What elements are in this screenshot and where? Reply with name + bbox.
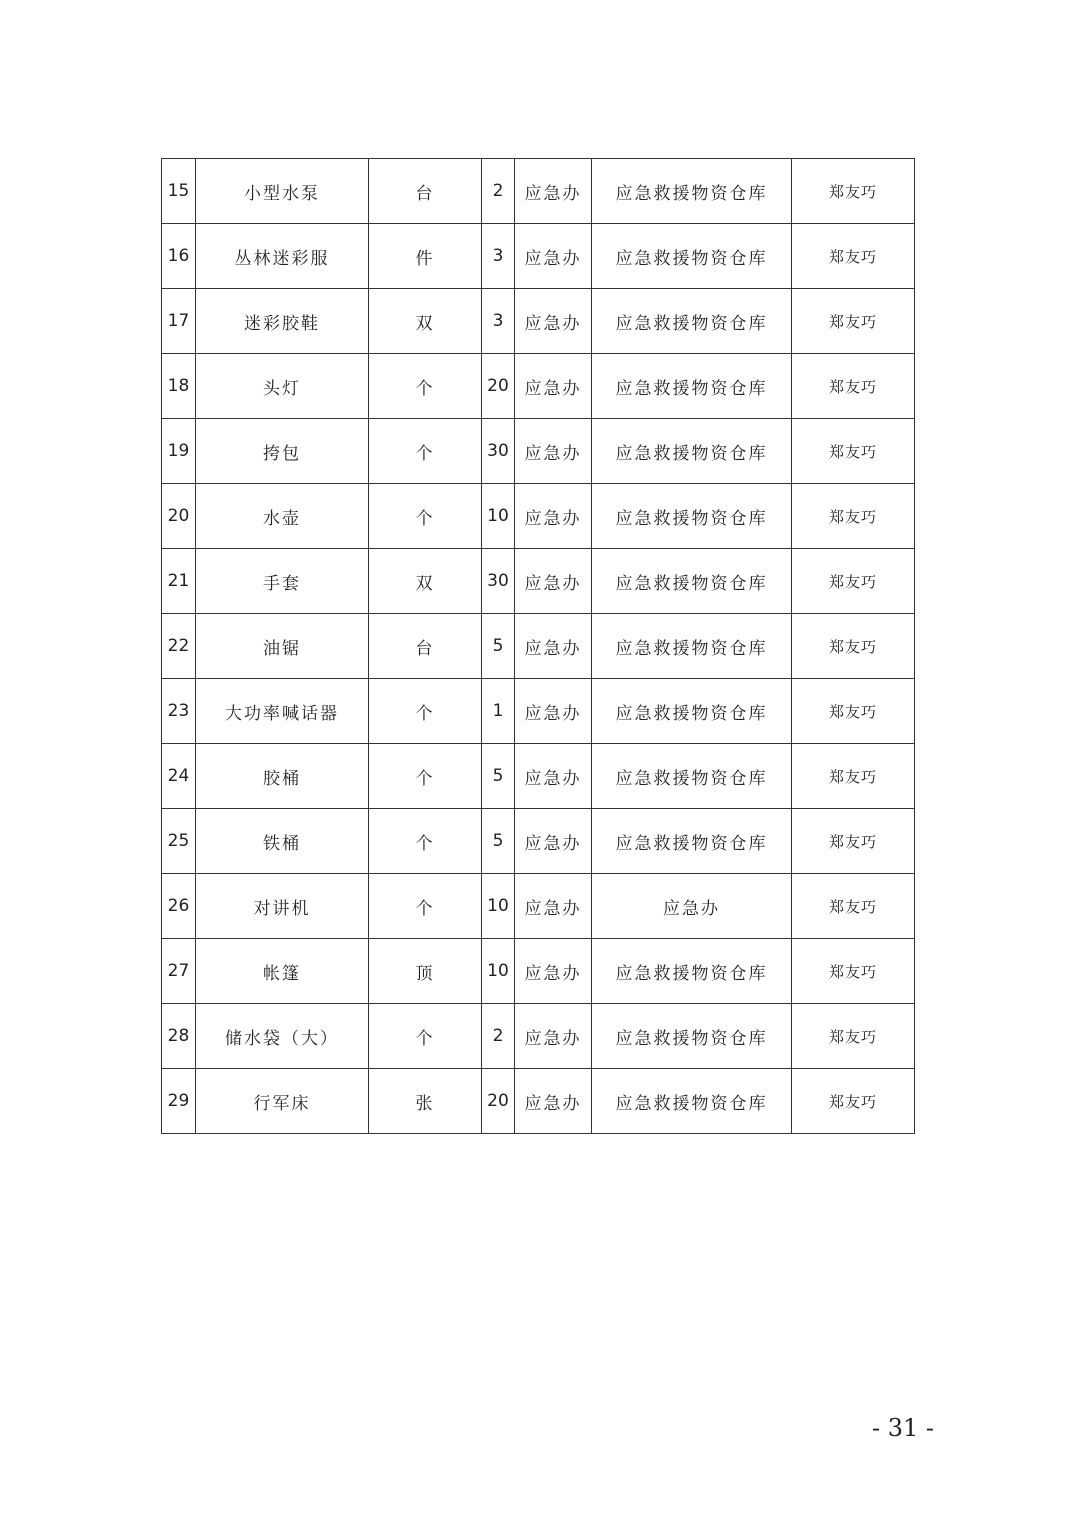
department-cell: 应急办 — [515, 224, 592, 289]
row-number-cell: 23 — [162, 679, 196, 744]
responsible-person-cell: 郑友巧 — [792, 224, 915, 289]
storage-location-cell: 应急救援物资仓库 — [592, 809, 792, 874]
unit-cell: 个 — [369, 809, 482, 874]
responsible-person-cell: 郑友巧 — [792, 419, 915, 484]
row-number-cell: 19 — [162, 419, 196, 484]
table-row — [162, 614, 915, 679]
table-row — [162, 874, 915, 939]
quantity-cell: 20 — [482, 1069, 515, 1134]
item-name-cell: 铁桶 — [196, 809, 369, 874]
row-number-cell: 24 — [162, 744, 196, 809]
unit-cell: 个 — [369, 354, 482, 419]
department-cell: 应急办 — [515, 679, 592, 744]
row-number-cell: 25 — [162, 809, 196, 874]
storage-location-cell: 应急办 — [592, 874, 792, 939]
quantity-cell: 20 — [482, 354, 515, 419]
department-cell: 应急办 — [515, 289, 592, 354]
row-number-cell: 17 — [162, 289, 196, 354]
department-cell: 应急办 — [515, 939, 592, 1004]
unit-cell: 双 — [369, 289, 482, 354]
quantity-cell: 10 — [482, 939, 515, 1004]
table-row — [162, 1004, 915, 1069]
storage-location-cell: 应急救援物资仓库 — [592, 1069, 792, 1134]
responsible-person-cell: 郑友巧 — [792, 549, 915, 614]
department-cell: 应急办 — [515, 1004, 592, 1069]
storage-location-cell: 应急救援物资仓库 — [592, 419, 792, 484]
quantity-cell: 2 — [482, 1004, 515, 1069]
quantity-cell: 3 — [482, 289, 515, 354]
row-number-cell: 28 — [162, 1004, 196, 1069]
quantity-cell: 5 — [482, 614, 515, 679]
unit-cell: 个 — [369, 484, 482, 549]
department-cell: 应急办 — [515, 614, 592, 679]
storage-location-cell: 应急救援物资仓库 — [592, 484, 792, 549]
quantity-cell: 2 — [482, 159, 515, 224]
department-cell: 应急办 — [515, 159, 592, 224]
row-number-cell: 21 — [162, 549, 196, 614]
quantity-cell: 30 — [482, 549, 515, 614]
row-number-cell: 26 — [162, 874, 196, 939]
table-row — [162, 939, 915, 1004]
item-name-cell: 行军床 — [196, 1069, 369, 1134]
row-number-cell: 18 — [162, 354, 196, 419]
responsible-person-cell: 郑友巧 — [792, 289, 915, 354]
storage-location-cell: 应急救援物资仓库 — [592, 289, 792, 354]
item-name-cell: 对讲机 — [196, 874, 369, 939]
item-name-cell: 小型水泵 — [196, 159, 369, 224]
storage-location-cell: 应急救援物资仓库 — [592, 939, 792, 1004]
department-cell: 应急办 — [515, 354, 592, 419]
row-number-cell: 27 — [162, 939, 196, 1004]
table-row — [162, 419, 915, 484]
unit-cell: 台 — [369, 159, 482, 224]
department-cell: 应急办 — [515, 484, 592, 549]
table-row — [162, 224, 915, 289]
department-cell: 应急办 — [515, 874, 592, 939]
row-number-cell: 20 — [162, 484, 196, 549]
inventory-table-body — [162, 159, 915, 1134]
page-number: - 31 - — [872, 1414, 935, 1442]
row-number-cell: 15 — [162, 159, 196, 224]
table-row — [162, 354, 915, 419]
row-number-cell: 29 — [162, 1069, 196, 1134]
responsible-person-cell: 郑友巧 — [792, 354, 915, 419]
responsible-person-cell: 郑友巧 — [792, 484, 915, 549]
quantity-cell: 3 — [482, 224, 515, 289]
table-row — [162, 484, 915, 549]
department-cell: 应急办 — [515, 549, 592, 614]
quantity-cell: 5 — [482, 809, 515, 874]
table-row — [162, 549, 915, 614]
department-cell: 应急办 — [515, 419, 592, 484]
unit-cell: 双 — [369, 549, 482, 614]
unit-cell: 个 — [369, 679, 482, 744]
item-name-cell: 大功率喊话器 — [196, 679, 369, 744]
table-row — [162, 289, 915, 354]
item-name-cell: 胶桶 — [196, 744, 369, 809]
table-row — [162, 679, 915, 744]
item-name-cell: 水壶 — [196, 484, 369, 549]
storage-location-cell: 应急救援物资仓库 — [592, 614, 792, 679]
quantity-cell: 1 — [482, 679, 515, 744]
item-name-cell: 手套 — [196, 549, 369, 614]
responsible-person-cell: 郑友巧 — [792, 874, 915, 939]
item-name-cell: 丛林迷彩服 — [196, 224, 369, 289]
quantity-cell: 5 — [482, 744, 515, 809]
responsible-person-cell: 郑友巧 — [792, 939, 915, 1004]
unit-cell: 个 — [369, 874, 482, 939]
unit-cell: 个 — [369, 419, 482, 484]
department-cell: 应急办 — [515, 1069, 592, 1134]
responsible-person-cell: 郑友巧 — [792, 1069, 915, 1134]
row-number-cell: 16 — [162, 224, 196, 289]
storage-location-cell: 应急救援物资仓库 — [592, 1004, 792, 1069]
responsible-person-cell: 郑友巧 — [792, 744, 915, 809]
responsible-person-cell: 郑友巧 — [792, 1004, 915, 1069]
inventory-table — [161, 158, 915, 1134]
quantity-cell: 10 — [482, 874, 515, 939]
item-name-cell: 挎包 — [196, 419, 369, 484]
unit-cell: 台 — [369, 614, 482, 679]
item-name-cell: 帐篷 — [196, 939, 369, 1004]
table-row — [162, 159, 915, 224]
storage-location-cell: 应急救援物资仓库 — [592, 159, 792, 224]
table-row — [162, 1069, 915, 1134]
responsible-person-cell: 郑友巧 — [792, 159, 915, 224]
storage-location-cell: 应急救援物资仓库 — [592, 549, 792, 614]
storage-location-cell: 应急救援物资仓库 — [592, 354, 792, 419]
unit-cell: 个 — [369, 1004, 482, 1069]
quantity-cell: 10 — [482, 484, 515, 549]
responsible-person-cell: 郑友巧 — [792, 809, 915, 874]
item-name-cell: 储水袋（大） — [196, 1004, 369, 1069]
item-name-cell: 油锯 — [196, 614, 369, 679]
department-cell: 应急办 — [515, 744, 592, 809]
item-name-cell: 头灯 — [196, 354, 369, 419]
storage-location-cell: 应急救援物资仓库 — [592, 224, 792, 289]
unit-cell: 个 — [369, 744, 482, 809]
row-number-cell: 22 — [162, 614, 196, 679]
unit-cell: 顶 — [369, 939, 482, 1004]
item-name-cell: 迷彩胶鞋 — [196, 289, 369, 354]
quantity-cell: 30 — [482, 419, 515, 484]
department-cell: 应急办 — [515, 809, 592, 874]
responsible-person-cell: 郑友巧 — [792, 679, 915, 744]
storage-location-cell: 应急救援物资仓库 — [592, 679, 792, 744]
unit-cell: 张 — [369, 1069, 482, 1134]
responsible-person-cell: 郑友巧 — [792, 614, 915, 679]
table-row — [162, 809, 915, 874]
table-row — [162, 744, 915, 809]
unit-cell: 件 — [369, 224, 482, 289]
storage-location-cell: 应急救援物资仓库 — [592, 744, 792, 809]
